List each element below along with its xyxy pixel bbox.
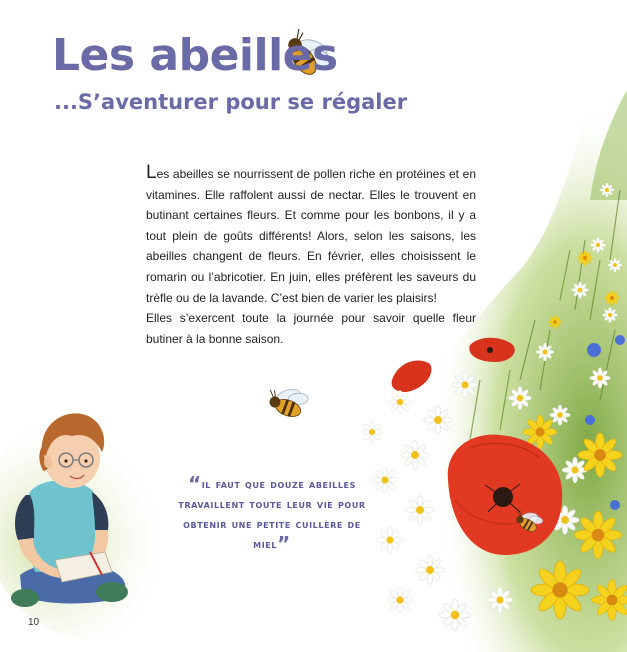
body-paragraph-2: Elles s’exercent toute la journée pour savoir quelle fleur butiner à la bonne saison. [146, 311, 476, 346]
page-title: Les abeilles [52, 30, 338, 81]
body-paragraph-1-text: es abeilles se nourrissent de pollen riche en protéines et en vitamines. Elle raffolent aussi de nectar. Elles le trouvent en butinant certaines fleurs. Et comme pour les bonbons, il y a tout plein de goûts différents! Alors, selon les saisons, les abeilles changent de fleurs. En février, elles choisissent le romarin ou l’abricotier. En juin, elles préfèrent les saveurs du trèfle ou de la lavande. C’est bien de varier les plaisirs! [146, 167, 476, 305]
flying-bee-icon [264, 378, 313, 421]
page-number: 10 [28, 617, 40, 628]
pull-quote [172, 474, 372, 554]
body-paragraph-1 [146, 164, 476, 308]
body-text [146, 164, 476, 349]
quote-open-mark: “ [187, 472, 202, 496]
quote-text: il faut que douze abeilles travaillent toute leur vie pour obtenir une petite cuillère de miel [178, 477, 366, 551]
quote-close-mark: ” [277, 532, 291, 556]
page-subtitle: ...S’aventurer pour se régaler [54, 90, 408, 114]
drop-cap: L [146, 162, 157, 183]
